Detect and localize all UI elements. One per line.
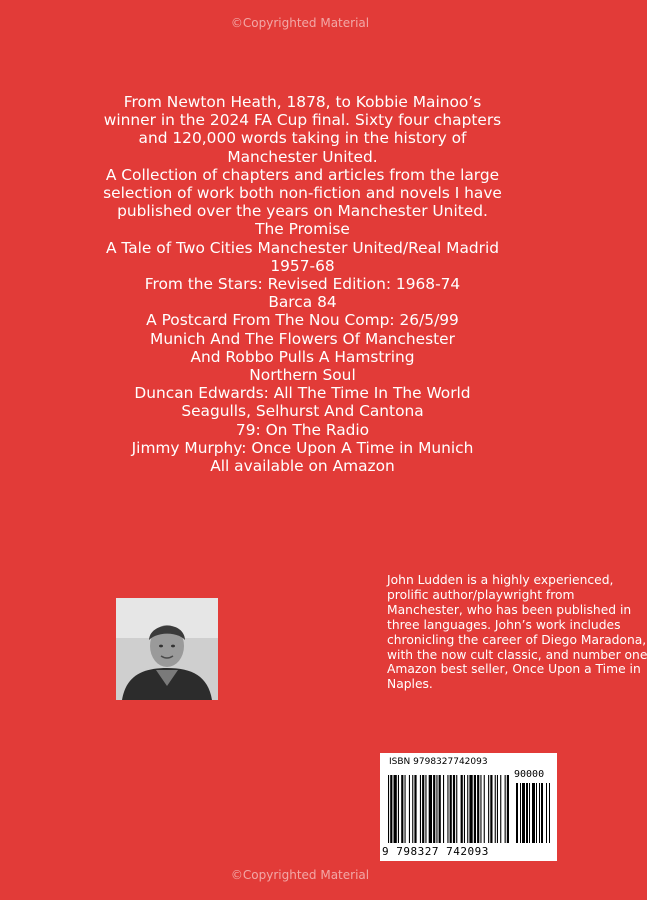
book-title-line: Munich And The Flowers Of Manchester [150, 329, 455, 348]
book-title-line: The Promise [255, 220, 350, 239]
author-bio-line: with the now cult classic, and number one [387, 647, 647, 662]
blurb-line: winner in the 2024 FA Cup final. Sixty four chapters [103, 111, 502, 130]
isbn-barcode-box [380, 753, 557, 861]
book-title-line: A Postcard From The Nou Comp: 26/5/99 [146, 311, 459, 330]
book-title-line: Jimmy Murphy: Once Upon A Time in Munich [131, 438, 474, 457]
blurb-line: published over the years on Manchester United. [117, 202, 488, 221]
blurb-line: selection of work both non-fiction and novels I have [103, 184, 502, 203]
author-portrait-icon [116, 598, 218, 700]
author-bio-line: three languages. John’s work includes [387, 617, 621, 632]
book-title-line: A Tale of Two Cities Manchester United/Real Madrid [105, 238, 500, 257]
book-title-line: Northern Soul [249, 366, 356, 385]
author-bio-line: John Ludden is a highly experienced, [387, 573, 614, 587]
price-code: 90000 [514, 769, 545, 780]
isbn-label: ISBN 9798327742093 [389, 757, 488, 767]
blurb-line: Manchester United. [227, 147, 378, 166]
author-bio-line: Manchester, who has been published in [387, 602, 632, 617]
book-title-line: Seagulls, Selhurst And Cantona [181, 402, 424, 421]
book-title-line: 1957-68 [270, 256, 335, 275]
book-title-line: And Robbo Pulls A Hamstring [190, 347, 415, 366]
watermark-bottom: ©Copyrighted Material [230, 868, 370, 882]
author-bio-line: Naples. [387, 677, 433, 692]
back-cover-blurb [90, 93, 515, 475]
barcode-digits: 9 798327 742093 [382, 845, 489, 858]
blurb-line: From Newton Heath, 1878, to Kobbie Mainoo’s [123, 93, 482, 111]
watermark-top: ©Copyrighted Material [230, 16, 370, 30]
author-bio-line: prolific author/playwright from [387, 587, 575, 602]
book-title-line: 79: On The Radio [235, 420, 370, 439]
book-title-line: From the Stars: Revised Edition: 1968-74 [144, 275, 461, 294]
author-bio-line: Amazon best seller, Once Upon a Time in [387, 662, 641, 677]
author-bio [387, 573, 647, 692]
book-title-line: Duncan Edwards: All The Time In The World [134, 384, 471, 403]
blurb-line: and 120,000 words taking in the history of [138, 129, 467, 148]
author-photo [116, 598, 218, 700]
blurb-line: All available on Amazon [210, 457, 395, 476]
book-title-line: Barca 84 [268, 293, 337, 312]
barcode-icon [386, 771, 554, 845]
blurb-line: A Collection of chapters and articles from the large [105, 165, 500, 184]
author-bio-line: chronicling the career of Diego Maradona, [387, 632, 647, 647]
